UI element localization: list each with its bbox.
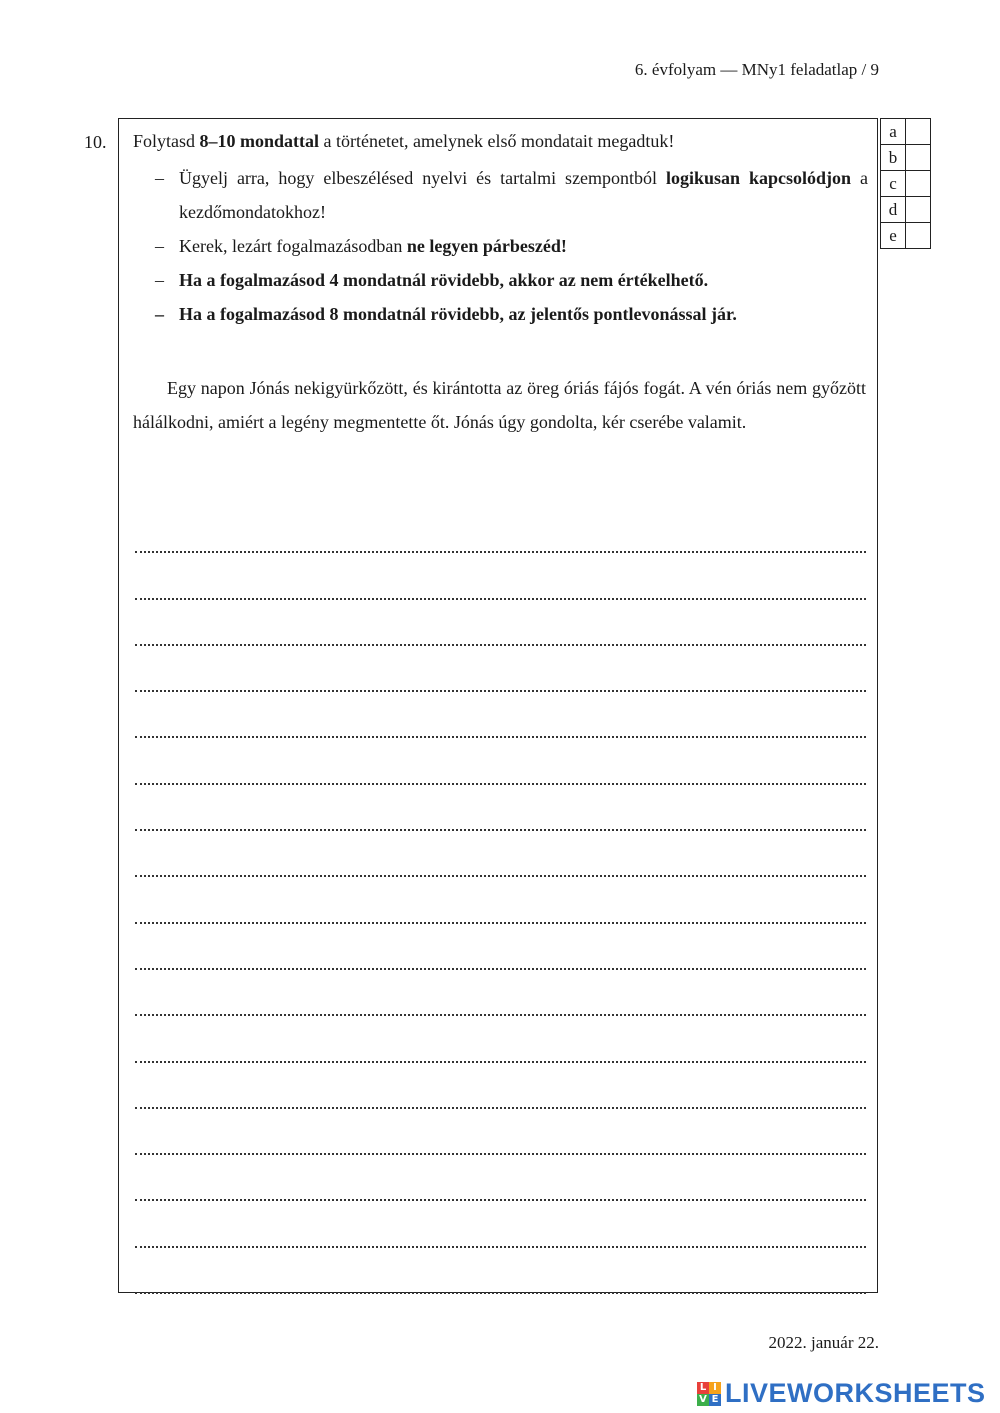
writing-line[interactable]: [135, 1109, 866, 1155]
score-criterion-label: a: [881, 119, 906, 145]
liveworksheets-logo-icon: [697, 1382, 721, 1406]
score-box: [906, 145, 931, 171]
task-number: 10.: [84, 132, 107, 152]
rule-logical-connection: [133, 161, 868, 229]
rule-dash: –: [155, 270, 164, 290]
rule-1-post: a kezdőmondatokhoz!: [179, 168, 868, 222]
score-box: [906, 223, 931, 249]
writing-line[interactable]: [135, 877, 866, 923]
score-box: [906, 119, 931, 145]
intro-bold: 8–10 mondattal: [199, 131, 320, 151]
writing-line[interactable]: [135, 553, 866, 599]
logo-tile: V: [697, 1394, 709, 1406]
rule-min-8-sentences: [133, 297, 868, 331]
writing-line[interactable]: [135, 1201, 866, 1247]
logo-tile: L: [697, 1382, 709, 1394]
writing-line[interactable]: [135, 1016, 866, 1062]
footer-date: 2022. január 22.: [768, 1333, 879, 1352]
task-intro: [133, 131, 674, 152]
writing-line[interactable]: [135, 1248, 866, 1294]
rule-2-bold: ne legyen párbeszéd!: [406, 236, 567, 256]
writing-line[interactable]: [135, 1063, 866, 1109]
rule-4-bold: Ha a fogalmazásod 8 mondatnál rövidebb, az jelentős pontlevonással jár.: [179, 304, 737, 324]
rule-3-bold: Ha a fogalmazásod 4 mondatnál rövidebb, akkor az nem értékelhető.: [179, 270, 709, 290]
score-criterion-label: d: [881, 197, 906, 223]
rule-2-pre: Kerek, lezárt fogalmazásodban: [179, 236, 407, 256]
logo-tile: E: [709, 1394, 721, 1406]
rule-1-bold: logikusan kapcsolódjon: [666, 168, 852, 188]
rule-1-pre: Ügyelj arra, hogy elbeszélésed nyelvi és tartalmi szempontból: [179, 168, 667, 188]
liveworksheets-brand: [697, 1378, 986, 1409]
writing-line[interactable]: [135, 738, 866, 784]
writing-line[interactable]: [135, 924, 866, 970]
score-row: [881, 223, 931, 249]
score-row: [881, 171, 931, 197]
score-criterion-label: e: [881, 223, 906, 249]
rule-dash: –: [155, 304, 164, 324]
score-box: [906, 197, 931, 223]
score-row: [881, 197, 931, 223]
writing-line[interactable]: [135, 831, 866, 877]
intro-post: a történetet, amelynek első mondatait megadtuk!: [319, 131, 675, 151]
score-row: [881, 119, 931, 145]
writing-line[interactable]: [135, 646, 866, 692]
writing-line[interactable]: [135, 600, 866, 646]
writing-line[interactable]: [135, 785, 866, 831]
rule-dash: –: [155, 168, 164, 188]
writing-line[interactable]: [135, 692, 866, 738]
intro-pre: Folytasd: [133, 131, 200, 151]
logo-tile: I: [709, 1382, 721, 1394]
writing-line[interactable]: [135, 970, 866, 1016]
brand-name: LIVEWORKSHEETS: [725, 1378, 986, 1408]
score-box: [906, 171, 931, 197]
rule-min-4-sentences: [133, 263, 868, 297]
score-row: [881, 145, 931, 171]
rule-no-dialogue: [133, 229, 868, 263]
score-criterion-label: c: [881, 171, 906, 197]
page-header: 6. évfolyam — MNy1 feladatlap / 9: [634, 60, 879, 79]
writing-area[interactable]: [135, 507, 866, 1294]
story-opening: Egy napon Jónás nekigyürkőzött, és kirántotta az öreg óriás fájós fogát. A vén óriás nem győzött hálálkodni, amiért a legény megmentette őt. Jónás úgy gondolta, kér cserébe valamit.: [133, 378, 866, 432]
score-table: [880, 118, 931, 249]
writing-line[interactable]: [135, 1155, 866, 1201]
task-box: [118, 118, 878, 1293]
score-criterion-label: b: [881, 145, 906, 171]
rule-dash: –: [155, 236, 164, 256]
writing-line[interactable]: [135, 507, 866, 553]
rules-list: [133, 161, 868, 331]
